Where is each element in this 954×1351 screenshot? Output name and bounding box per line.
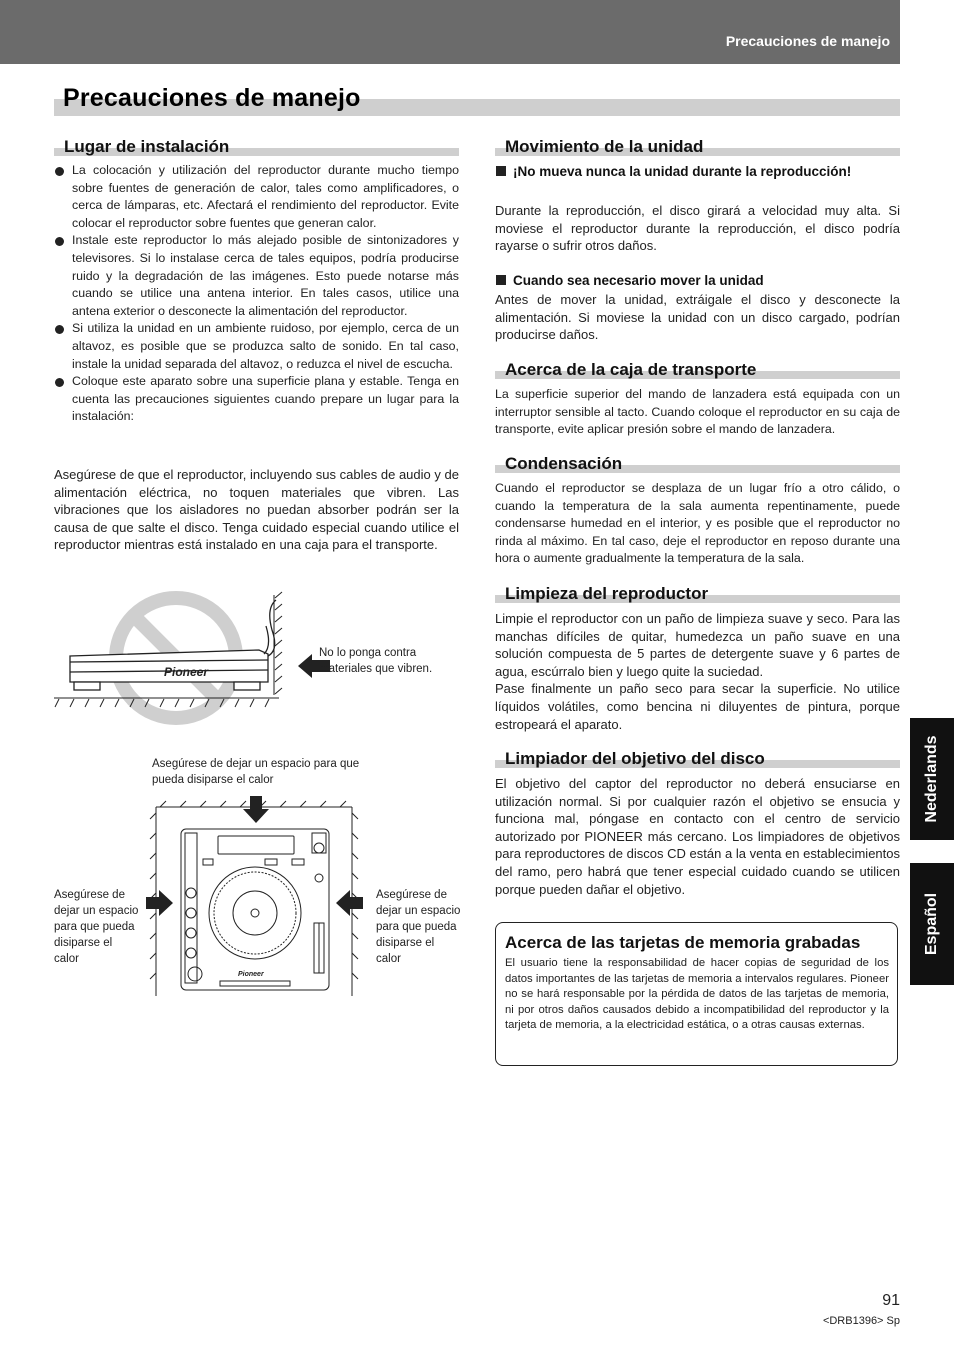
section-lugar-instalacion: [54, 137, 459, 159]
paragraph: [495, 291, 900, 344]
paragraph: [495, 480, 900, 568]
section-limpiador-objetivo: [495, 749, 900, 771]
page-title-text: Precauciones de manejo: [63, 84, 361, 112]
bullet-item: Coloque este aparato sobre una superficie plana y estable. Tenga en cuenta las precauciones siguientes cuando prepare un lugar para la instalación:: [54, 373, 459, 426]
section-condensacion: [495, 454, 900, 476]
paragraph-text: Durante la reproducción, el disco girará a velocidad muy alta. Si moviese el reproductor durante la reproducción, el disco podría rayarse o sufrir otros daños.: [495, 203, 900, 254]
subheading: Cuando sea necesario mover la unidad: [495, 272, 893, 290]
paragraph: [495, 386, 900, 439]
section-heading: Condensación: [505, 454, 623, 473]
section-heading: Acerca de la caja de transporte: [505, 360, 757, 379]
bullet-item: Instale este reproductor lo más alejado posible de sintonizadores y televisores. Si lo instalase cerca de tales equipos, podría producirse ruido y la degradación de las imágenes. Esto puede notarse más cuando se utilice una antena interior. En tales casos, utilice una antena exterior o desconecte la alimentación del reproductor.: [54, 232, 459, 320]
section-caja-transporte: [495, 360, 900, 382]
arrow-left-icon: [336, 890, 363, 916]
installation-bullets: [54, 162, 459, 426]
section-limpieza: [495, 584, 900, 606]
subheading: ¡No mueva nunca la unidad durante la reproducción!: [495, 163, 893, 181]
page-title: [54, 84, 900, 116]
player-top-view: [181, 829, 329, 990]
figure-caption-left: Asegúrese de dejar un espacio para que pueda disiparse el calor: [54, 889, 139, 965]
box-text: El usuario tiene la responsabilidad de hacer copias de seguridad de los datos importantes de las tarjetas de memoria a intervalos regulares. Pioneer no se hará responsable por la pérdida de datos de las tarjetas de memoria, ni por otros daños causados debido a incompatibilidad del reproductor y la tarjeta de memoria, a la electricidad estática, o a otras causas externas.: [505, 957, 889, 1032]
paragraph-text: La superficie superior del mando de lanzadera está equipada con un interruptor sensible al tacto. Cuando coloque el reproductor en su caja de transporte, evite aplicar presión sobre el mando de lanzadera.: [495, 387, 900, 437]
figure-caption: No lo ponga contra materiales que vibren.: [319, 647, 433, 675]
arrow-down-icon: [243, 796, 269, 823]
arrow-right-icon: [146, 890, 173, 916]
paragraph-text: Pase finalmente un paño seco para secar la superficie. No utilice líquidos volátiles, como bencina ni diluyentes de pintura, porque estropeará el aparato.: [495, 681, 900, 732]
figure-caption-right: Asegúrese de dejar un espacio para que pueda disiparse el calor: [376, 889, 461, 965]
figure-caption-top: Asegúrese de dejar un espacio para que pueda disiparse el calor: [152, 758, 360, 786]
section-heading: Movimiento de la unidad: [505, 137, 704, 156]
paragraph-text: Antes de mover la unidad, extráigale el disco y desconecte la alimentación. Si moviese la unidad con un disco cargado, podrían producirse daños.: [495, 292, 900, 343]
figure-brand: Pioneer: [164, 665, 209, 679]
section-heading: Limpieza del reproductor: [505, 584, 709, 603]
bullet-item: Si utiliza la unidad en un ambiente ruidoso, por ejemplo, cerca de un altavoz, es posible que se produzca salto de sonido. En tal caso, instale la unidad separada del altavoz, o reduzca el nivel de escucha.: [54, 320, 459, 373]
box-heading: Acerca de las tarjetas de memoria grabadas: [505, 933, 861, 952]
figure-brand: Pioneer: [238, 971, 264, 978]
header-bar: [0, 0, 900, 64]
tab-nederlands: [910, 718, 954, 840]
tab-label: Español: [923, 892, 940, 956]
tab-label: Nederlands: [923, 735, 940, 823]
paragraph: [495, 775, 900, 898]
memory-card-notice-box: [495, 922, 898, 1066]
section-movimiento: [495, 137, 900, 159]
tab-espanol: [910, 863, 954, 985]
paragraph-text: Cuando el reproductor se desplaza de un lugar frío a otro cálido, o cuando la temperatura de la sala aumenta repentinamente, puede condensarse humedad en el interior, y es posible que el reproductor no rinda al máximo. En tal caso, deje el reproductor en reposo durante una hora o aumente gradualmente la temperatura de la sala.: [495, 481, 900, 566]
page-number: 91: [882, 1292, 900, 1309]
bullet-item: La colocación y utilización del reproductor durante mucho tiempo sobre fuentes de generación de calor, tales como amplificadores, o cerca de lámparas, etc. Afectará el rendimiento del reproductor. Evite colocar el reproductor sobre fuentes que generan calor.: [54, 162, 459, 232]
document-code: <DRB1396> Sp: [822, 1315, 900, 1327]
section-heading: Lugar de instalación: [64, 137, 230, 156]
section-heading: Limpiador del objetivo del disco: [505, 749, 765, 768]
paragraph: [495, 202, 900, 255]
paragraph-text: El objetivo del captor del reproductor no deberá ensuciarse en utilización normal. Si por cualquier razón el objetivo se ensucia y funciona mal, póngase en contacto con el centro de servicio autorizado por PIONEER más cercano. Los limpiadores de objetivos para reproductores de discos CD están a la venta en establecimientos del ramo, pero habrá que tener especial cuidado cuando se utilicen porque pueden dañar el objetivo.: [495, 776, 900, 897]
figure-ventilation: [140, 793, 370, 998]
installation-paragraph: [54, 466, 459, 554]
paragraph: Asegúrese de que el reproductor, incluyendo sus cables de audio y de alimentación eléctrica, no toquen materiales que vibren. Las vibraciones que los aisladores no puedan absorber podrán ser la causa de que salte el disco. Tenga cuidado especial cuando utilice el reproductor mientras está instalado en una caja para el transporte.: [54, 467, 459, 553]
paragraph-text: Limpie el reproductor con un paño de limpieza suave y seco. Para las manchas difíciles de quitar, humedezca un paño suave en una solución compuesta de 5 partes de detergente suave y 6 partes de agua, escúrralo bien y luego quite la suciedad.: [495, 611, 900, 679]
paragraph: [495, 610, 900, 733]
running-head: Precauciones de manejo: [725, 33, 890, 49]
